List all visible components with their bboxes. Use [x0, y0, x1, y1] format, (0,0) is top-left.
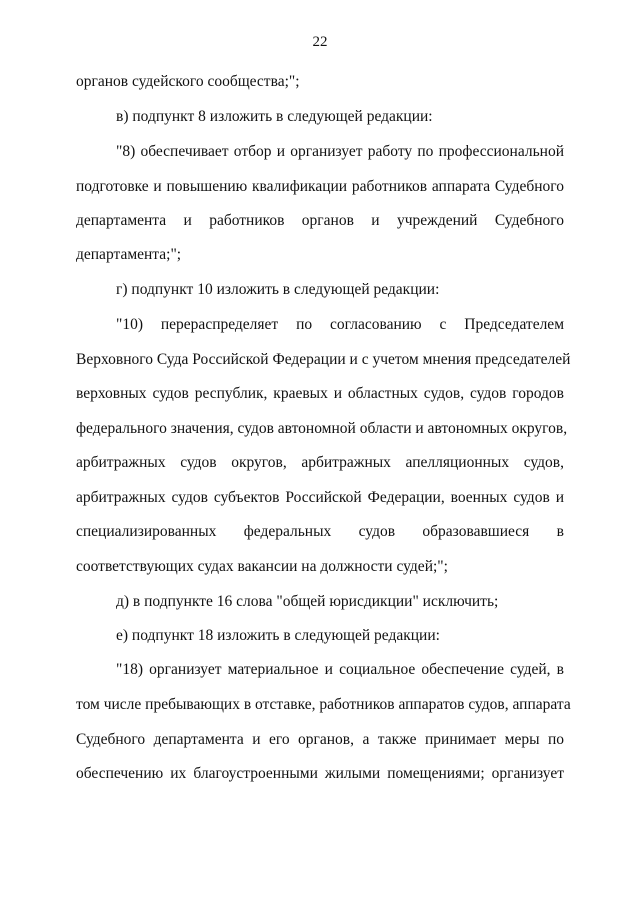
text-line: е) подпункт 18 изложить в следующей редакции:: [116, 627, 440, 644]
text-line: д) в подпункте 16 слова "общей юрисдикции" исключить;: [116, 593, 499, 610]
text-line: специализированных федеральных судов образовавшиеся в: [76, 523, 564, 540]
text-line: обеспечению их благоустроенными жилыми помещениями; организует: [76, 765, 564, 782]
text-line: арбитражных судов округов, арбитражных апелляционных судов,: [76, 454, 564, 471]
page-number: 22: [312, 34, 328, 50]
text-line: департамента и работников органов и учреждений Судебного: [76, 212, 564, 229]
text-line: арбитражных судов субъектов Российской Федерации, военных судов и: [76, 489, 564, 506]
text-line: г) подпункт 10 изложить в следующей редакции:: [116, 281, 440, 298]
text-line: "8) обеспечивает отбор и организует работу по профессиональной: [116, 143, 564, 160]
text-line: "18) организует материальное и социальное обеспечение судей, в: [116, 661, 564, 678]
text-line: "10) перераспределяет по согласованию с Председателем: [116, 316, 564, 333]
text-line: верховных судов республик, краевых и областных судов, судов городов: [76, 385, 564, 402]
text-line: в) подпункт 8 изложить в следующей редакции:: [116, 108, 433, 125]
text-line: органов судейского сообщества;";: [76, 73, 300, 90]
text-line: подготовке и повышению квалификации работников аппарата Судебного: [76, 178, 564, 195]
text-line: федерального значения, судов автономной области и автономных округов,: [76, 420, 568, 437]
text-line: Верховного Суда Российской Федерации и с учетом мнения председателей: [76, 351, 571, 368]
text-line: департамента;";: [76, 246, 182, 263]
text-line: том числе пребывающих в отставке, работников аппаратов судов, аппарата: [76, 696, 571, 713]
text-line: соответствующих судах вакансии на должности судей;";: [76, 558, 448, 575]
text-line: Судебного департамента и его органов, а также принимает меры по: [76, 731, 564, 748]
